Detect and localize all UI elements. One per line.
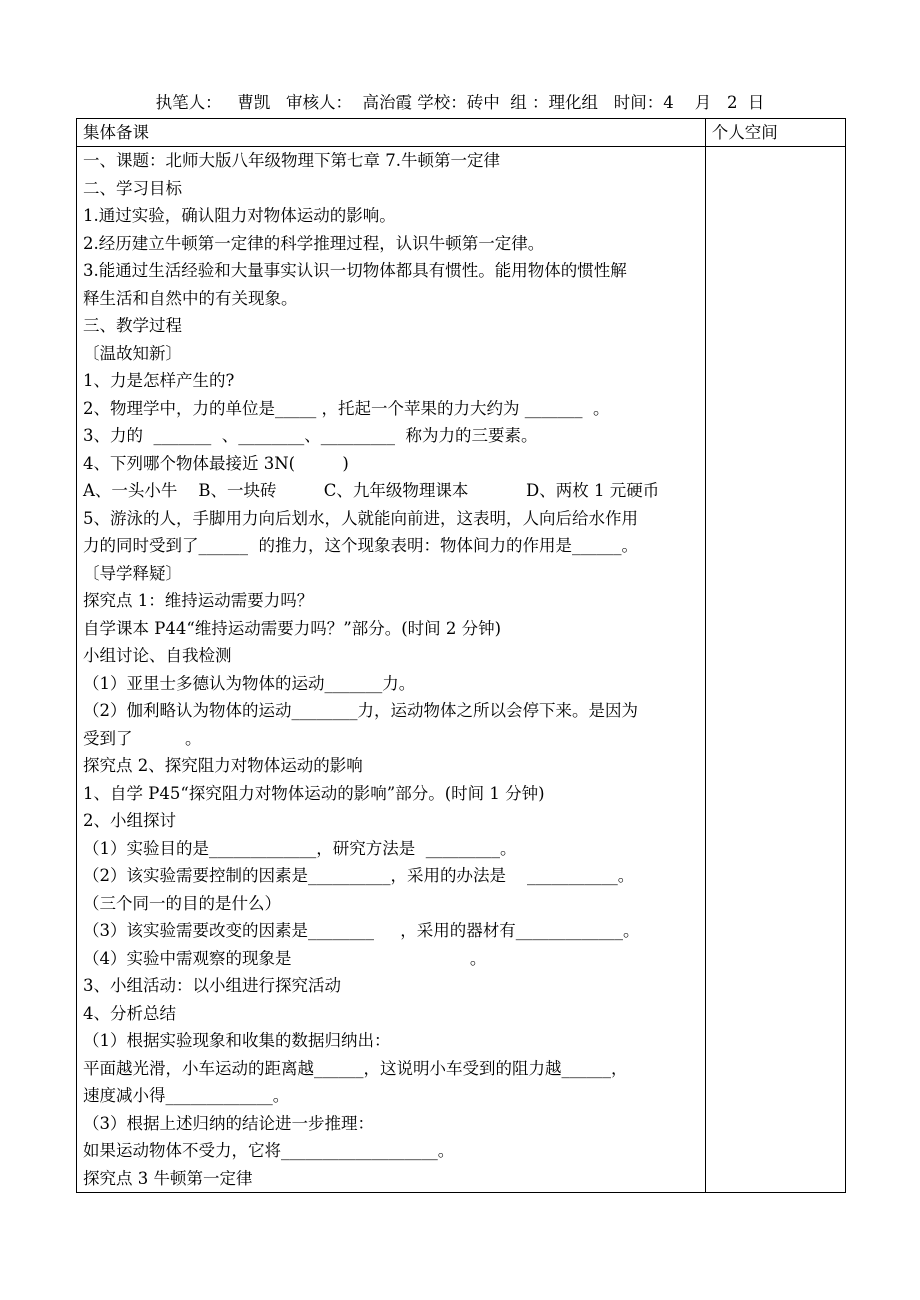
text-line: 4、分析总结 [83,1003,176,1023]
text-line: （2）该实验需要控制的因素是__________，采用的办法是 ___________。 [83,866,635,885]
text-line: 3、力的 _______ 、________、_________ 称为力的三要素。 [83,426,538,445]
column-title-collective: 集体备课 [77,119,706,147]
text-line: 2.经历建立牛顿第一定律的科学推理过程，认识牛顿第一定律。 [83,233,545,253]
text-line: 2、小组探讨 [83,811,176,830]
text-line: 平面越光滑，小车运动的距离越______，这说明小车受到的阻力越______， [83,1058,628,1078]
text-line: 力的同时受到了______ 的推力，这个现象表明：物体间力的作用是______。 [83,536,638,555]
text-line: 小组讨论、自我检测 [83,646,232,665]
text-line: 4、下列哪个物体最接近 3N( ) [83,453,349,473]
text-line: 1.通过实验，确认阻力对物体运动的影响。 [83,206,396,225]
text-line: 速度减小得_____________。 [83,1086,290,1105]
text-line: 2、物理学中，力的单位是_____ ，托起一个苹果的力大约为 _______ 。 [83,398,610,418]
text-line: 3.能通过生活经验和大量事实认识一切物体都具有惯性。能用物体的惯性解 [83,261,627,280]
text-line: 3、小组活动：以小组进行探究活动 [83,976,341,995]
text-line: （三个同一的目的是什么） [83,893,281,913]
text-line: 自学课本 P44“维持运动需要力吗？”部分。(时间 2 分钟) [83,618,502,638]
text-line: （3）该实验需要改变的因素是________ ，采用的器材有_____________。 [83,921,640,940]
text-line: 三、教学过程 [83,316,182,335]
text-line: （1）亚里士多德认为物体的运动_______力。 [83,673,416,693]
text-line: 释生活和自然中的有关现象。 [83,288,298,308]
text-line: 探究点 3 牛顿第一定律 [83,1168,253,1188]
text-line: 5、游泳的人，手脚用力向后划水，人就能向前进，这表明，人向后给水作用 [83,508,638,528]
text-line: 〔温故知新〕 [83,343,182,363]
text-line: （1）实验目的是_____________，研究方法是 _________。 [83,838,517,858]
personal-space-cell [705,147,845,1193]
text-line: A、一头小牛 B、一块砖 C、九年级物理课本 D、两枚 1 元硬币 [83,481,660,500]
text-line: 1、力是怎样产生的? [83,371,235,390]
text-line: 探究点 1：维持运动需要力吗？ [83,591,314,610]
lesson-plan-table [76,118,846,1193]
document-header: 执笔人： 曹凯 审核人： 高治霞 学校：砖中 组 ：理化组 时间：4 月 2 日 [155,93,765,112]
text-line: 1、自学 P45“探究阻力对物体运动的影响”部分。(时间 1 分钟) [83,783,545,803]
collective-content-cell [77,147,706,1193]
table-body-row [77,147,846,1193]
text-line: （1）根据实验现象和收集的数据归纳出： [83,1031,391,1050]
text-line: 受到了 。 [83,728,202,748]
table-header-row [77,119,846,147]
column-title-personal: 个人空间 [705,119,845,147]
text-line: 一、课题：北师大版八年级物理下第七章 7.牛顿第一定律 [83,151,500,170]
text-line: （4）实验中需观察的现象是 。 [83,948,487,968]
text-line: （3）根据上述归纳的结论进一步推理： [83,1113,374,1133]
text-line: 二、学习目标 [83,178,182,198]
text-line: 〔导学释疑〕 [83,563,182,583]
text-line: 探究点 2、探究阻力对物体运动的影响 [83,756,363,775]
text-line: （2）伽利略认为物体的运动________力，运动物体之所以会停下来。是因为 [83,701,638,720]
text-line: 如果运动物体不受力，它将___________________。 [83,1141,455,1160]
